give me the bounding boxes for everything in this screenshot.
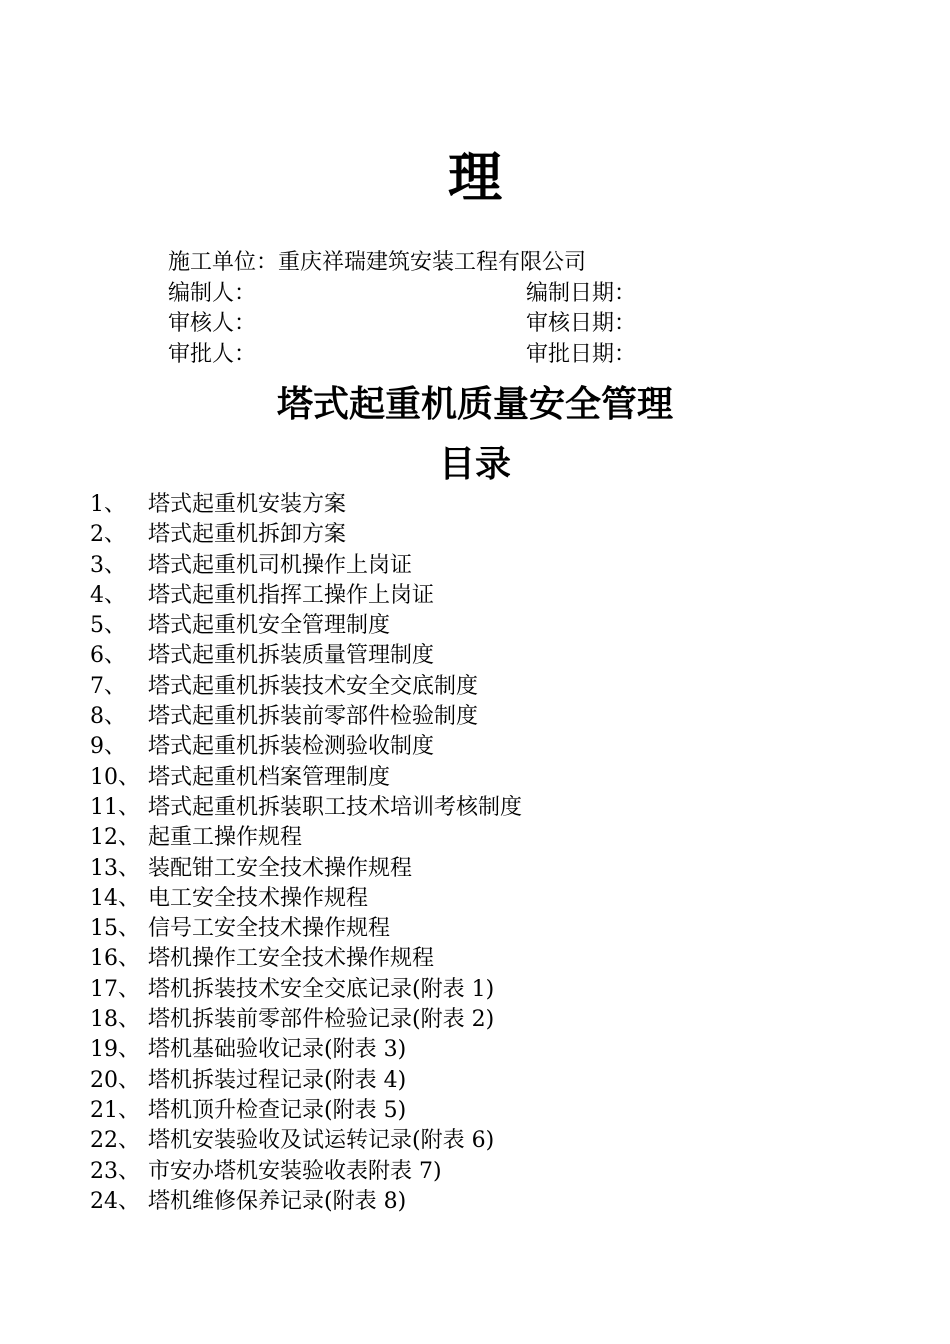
toc-item-number: 15、	[90, 916, 140, 942]
toc-item-text: 塔式起重机档案管理制度	[148, 764, 391, 790]
toc-item	[90, 763, 890, 793]
toc-item	[90, 672, 890, 702]
approver-label: 审批人：	[168, 341, 257, 367]
compiler-row	[168, 279, 728, 310]
compiler-label: 编制人：	[168, 280, 257, 306]
document-info-block	[168, 248, 728, 370]
document-title: 塔式起重机质量安全管理	[276, 383, 673, 425]
toc-item	[90, 1035, 890, 1065]
toc-item-text: 塔机维修保养记录(附表 8)	[148, 1188, 407, 1214]
toc-item	[90, 884, 890, 914]
toc-item-number: 17、	[90, 976, 140, 1002]
toc-item-text: 塔式起重机拆装技术安全交底制度	[148, 673, 479, 699]
toc-item-text: 塔式起重机拆装前零部件检验制度	[148, 704, 479, 730]
toc-item-number: 20、	[90, 1067, 140, 1093]
review-date-label: 审核日期：	[526, 311, 637, 336]
toc-item-text: 信号工安全技术操作规程	[148, 916, 391, 942]
toc-item-number: 21、	[90, 1097, 140, 1123]
table-of-contents	[90, 490, 890, 1217]
toc-item	[90, 1157, 890, 1187]
toc-item-number: 5、	[90, 613, 126, 639]
heading-character: 理	[448, 145, 502, 209]
toc-item-text: 塔式起重机拆卸方案	[148, 522, 347, 548]
toc-item-text: 塔式起重机安装方案	[148, 492, 347, 517]
toc-item	[90, 732, 890, 762]
toc-item-text: 塔式起重机安全管理制度	[148, 613, 391, 639]
toc-item	[90, 702, 890, 732]
toc-item-text: 塔式起重机拆装检测验收制度	[148, 734, 435, 760]
toc-item-text: 塔式起重机拆装职工技术培训考核制度	[148, 794, 523, 820]
toc-item-text: 市安办塔机安装验收表附表 7)	[148, 1158, 442, 1184]
toc-item-text: 塔机安装验收及试运转记录(附表 6)	[148, 1128, 495, 1154]
toc-item-number: 10、	[90, 764, 140, 790]
toc-item-number: 12、	[90, 825, 140, 851]
toc-item-number: 8、	[90, 704, 126, 730]
toc-item-number: 2、	[90, 522, 126, 548]
approver-row	[168, 340, 728, 371]
toc-item-text: 塔机顶升检查记录(附表 5)	[148, 1097, 407, 1123]
toc-item-text: 塔式起重机司机操作上岗证	[148, 552, 413, 578]
reviewer-row	[168, 309, 728, 340]
toc-item	[90, 1096, 890, 1126]
toc-item-number: 22、	[90, 1128, 140, 1154]
toc-item	[90, 1005, 890, 1035]
construction-unit-line	[168, 248, 728, 279]
toc-item-text: 起重工操作规程	[148, 825, 303, 851]
toc-item-text: 电工安全技术操作规程	[148, 885, 369, 911]
toc-item-text: 塔式起重机指挥工操作上岗证	[148, 582, 435, 608]
toc-item	[90, 854, 890, 884]
toc-item	[90, 1066, 890, 1096]
toc-item-number: 19、	[90, 1037, 140, 1063]
toc-item-number: 23、	[90, 1158, 140, 1184]
toc-item-text: 塔机拆装过程记录(附表 4)	[148, 1067, 407, 1093]
toc-item	[90, 611, 890, 641]
toc-heading: 目录	[438, 443, 511, 485]
toc-item-text: 塔机操作工安全技术操作规程	[148, 946, 435, 972]
toc-item	[90, 1126, 890, 1156]
reviewer-label: 审核人：	[168, 311, 257, 336]
toc-item	[90, 581, 890, 611]
toc-item	[90, 1187, 890, 1217]
compile-date-label: 编制日期：	[526, 280, 637, 306]
toc-item-number: 16、	[90, 946, 140, 972]
toc-item-number: 11、	[90, 794, 140, 820]
toc-item	[90, 490, 890, 520]
toc-item-text: 塔机拆装前零部件检验记录(附表 2)	[148, 1007, 495, 1033]
toc-item-text: 装配钳工安全技术操作规程	[148, 855, 413, 881]
toc-item-number: 3、	[90, 552, 126, 578]
toc-item-number: 14、	[90, 885, 140, 911]
toc-item	[90, 641, 890, 671]
toc-item	[90, 944, 890, 974]
toc-item	[90, 975, 890, 1005]
toc-item	[90, 520, 890, 550]
toc-item-text: 塔机基础验收记录(附表 3)	[148, 1037, 407, 1063]
toc-item	[90, 914, 890, 944]
toc-item-text: 塔机拆装技术安全交底记录(附表 1)	[148, 976, 495, 1002]
toc-item-number: 1、	[90, 492, 126, 517]
toc-item-number: 24、	[90, 1188, 140, 1214]
toc-item-number: 4、	[90, 582, 126, 608]
toc-item-number: 6、	[90, 643, 126, 669]
toc-item	[90, 551, 890, 581]
construction-unit-text: 施工单位：重庆祥瑞建筑安装工程有限公司	[168, 250, 587, 275]
toc-item	[90, 793, 890, 823]
toc-item-number: 7、	[90, 673, 126, 699]
toc-item-number: 18、	[90, 1007, 140, 1033]
toc-item-text: 塔式起重机拆装质量管理制度	[148, 643, 435, 669]
toc-item-number: 13、	[90, 855, 140, 881]
toc-item	[90, 823, 890, 853]
approval-date-label: 审批日期：	[526, 341, 637, 367]
toc-item-number: 9、	[90, 734, 126, 760]
